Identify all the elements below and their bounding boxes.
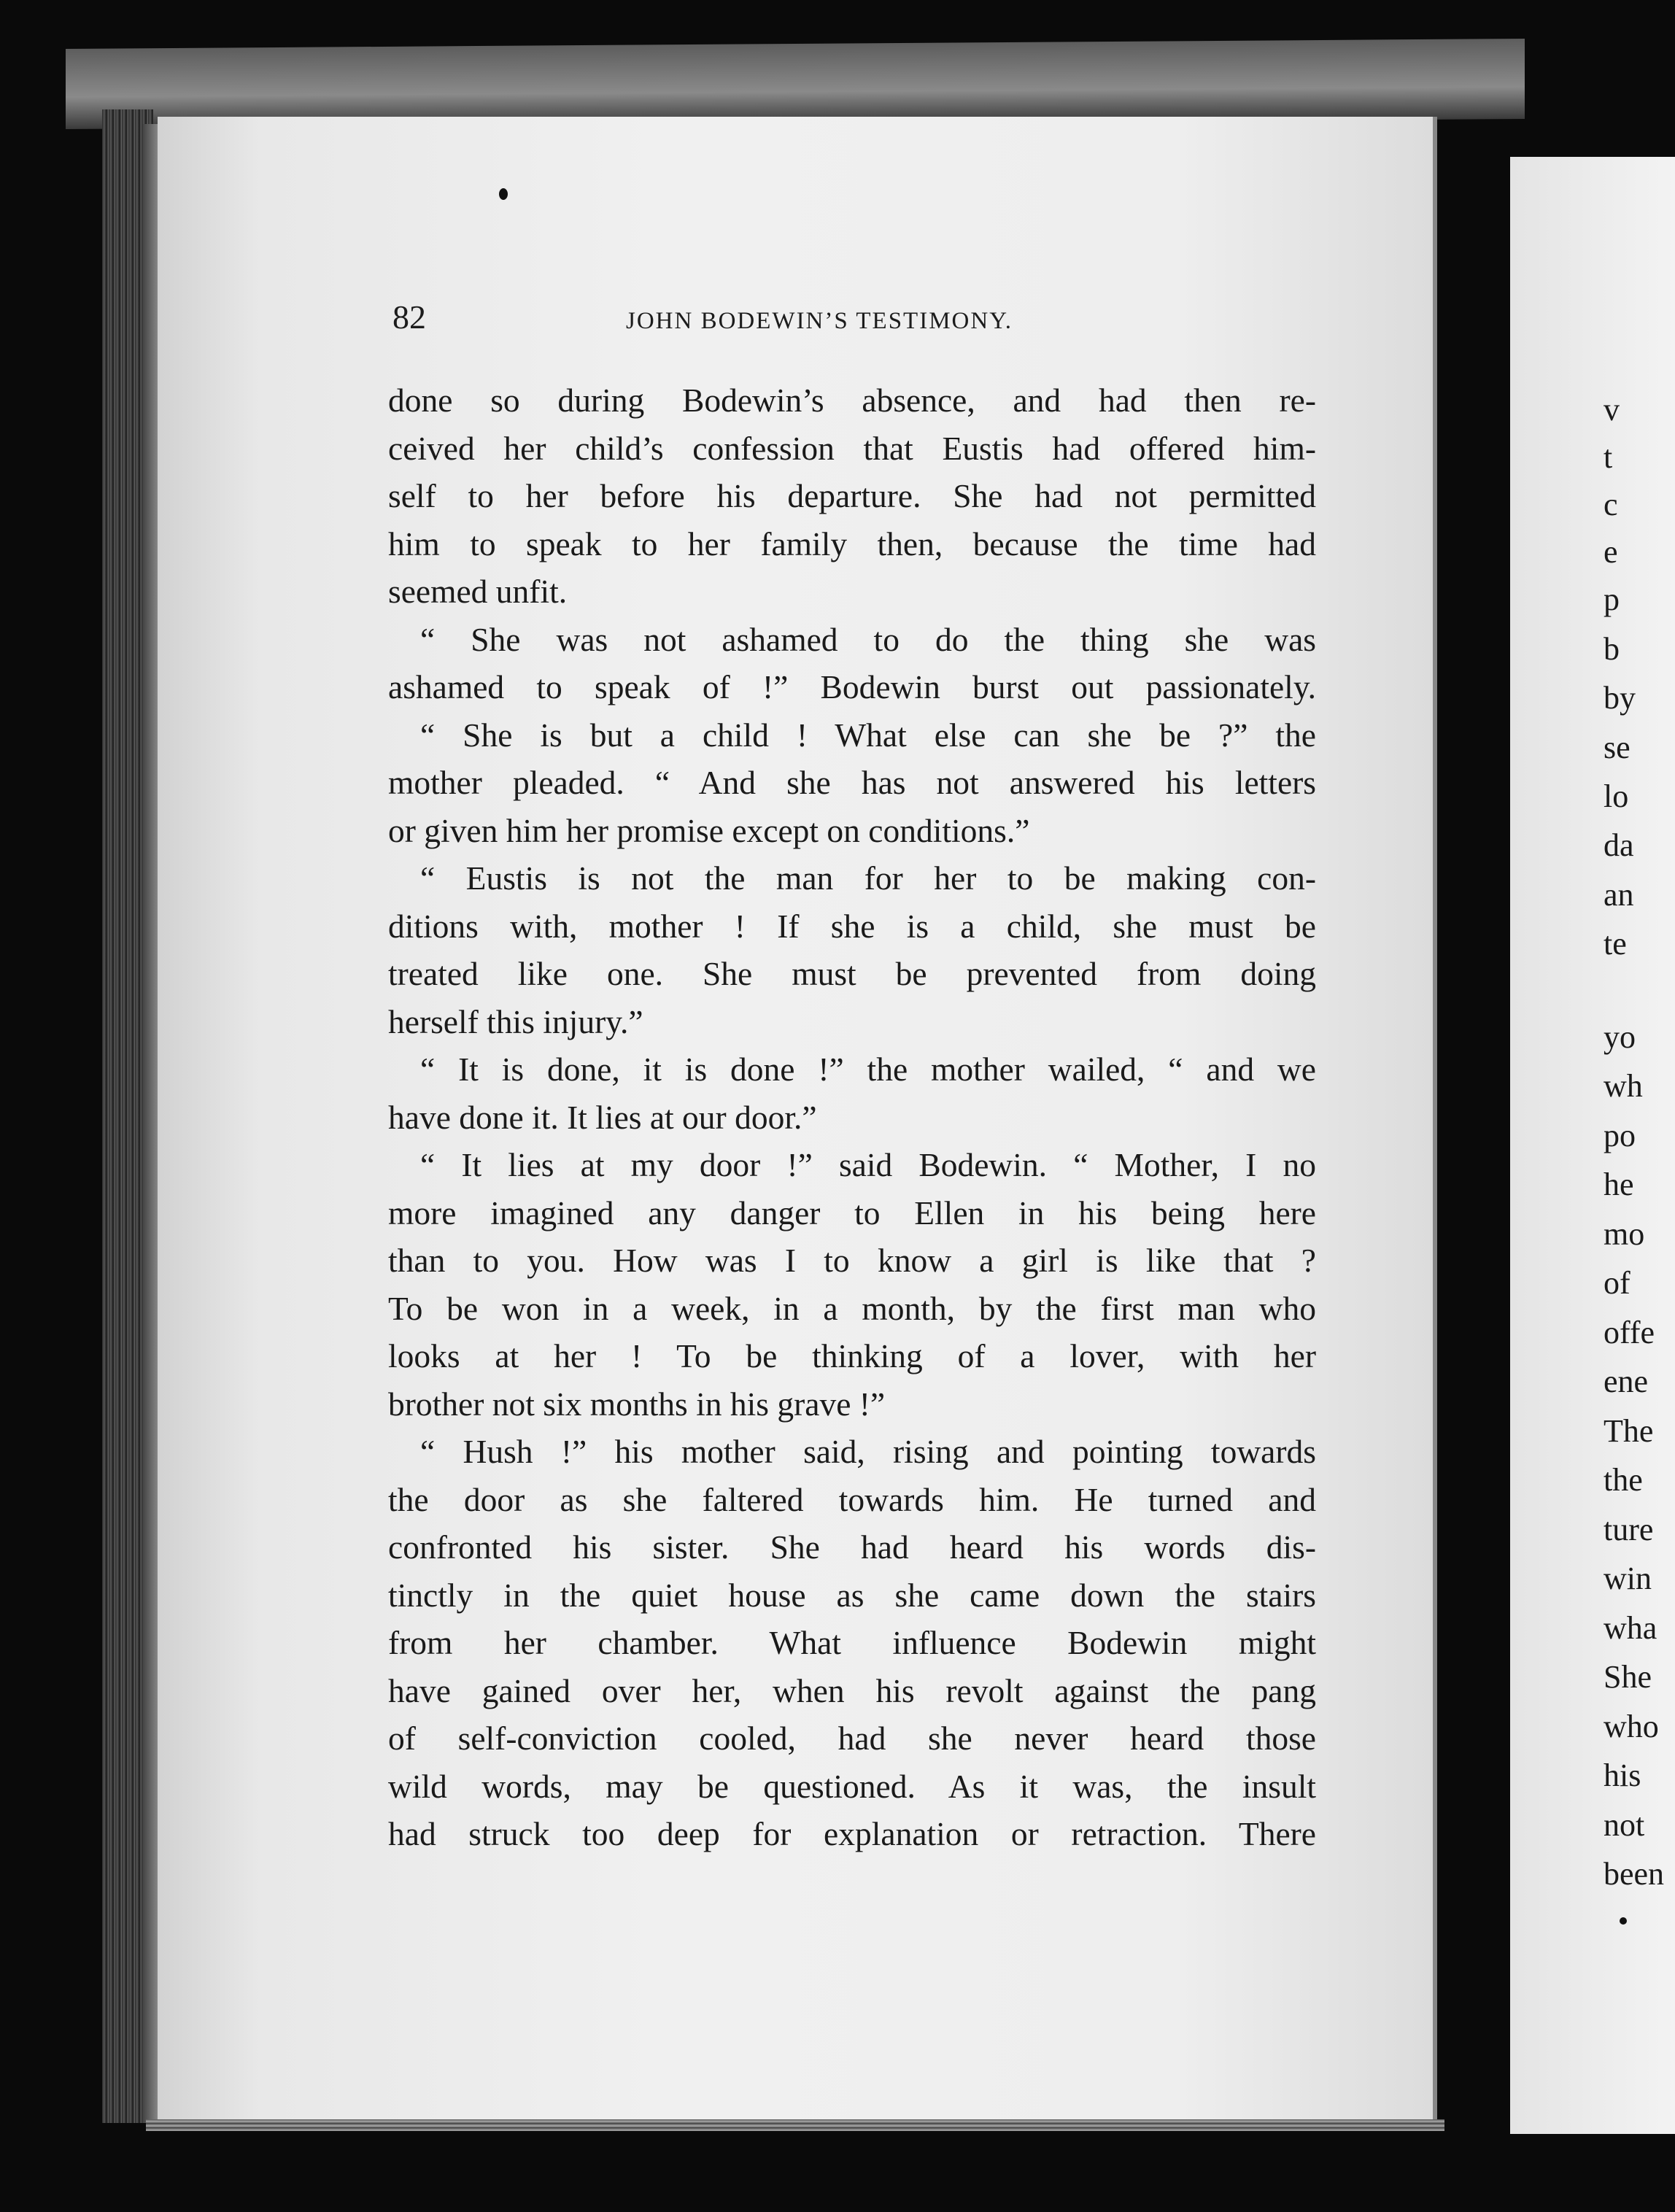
facing-page-fragment: not	[1604, 1807, 1645, 1843]
text-line: “ She is but a child ! What else can she be ?” the	[420, 716, 1316, 754]
facing-page-fragment: v	[1604, 392, 1620, 428]
facing-page-fragment: the	[1604, 1462, 1643, 1498]
facing-page-fragment: he	[1604, 1167, 1634, 1202]
facing-page-fragment: yo	[1604, 1019, 1636, 1055]
text-line: ashamed to speak of !” Bodewin burst out passionately.	[388, 668, 1316, 705]
text-line: herself this injury.”	[388, 1002, 643, 1040]
facing-page-fragment: mo	[1604, 1216, 1645, 1252]
text-line: looks at her ! To be thinking of a lover, with her	[388, 1337, 1316, 1374]
facing-page-fragment: se	[1604, 730, 1630, 765]
running-head: JOHN BODEWIN’S TESTIMONY.	[626, 308, 1013, 334]
facing-page-fragment: who	[1604, 1709, 1659, 1744]
text-line: done so during Bodewin’s absence, and had then re-	[388, 382, 1316, 419]
text-line: had struck too deep for explanation or retraction. There	[388, 1815, 1316, 1852]
text-line: from her chamber. What influence Bodewin might	[388, 1624, 1316, 1661]
facing-page-fragment: lo	[1604, 778, 1629, 814]
facing-page-fragment: of	[1604, 1265, 1630, 1301]
text-line: or given him her promise except on conditions.”	[388, 811, 1030, 849]
facing-page-fragment: te	[1604, 926, 1627, 962]
text-line: have gained over her, when his revolt against the pang	[388, 1671, 1316, 1709]
text-line: ditions with, mother ! If she is a child, she must be	[388, 907, 1316, 945]
facing-page-fragment: his	[1604, 1757, 1641, 1793]
facing-page-fragment: wha	[1604, 1610, 1657, 1646]
page-number: 82	[392, 298, 426, 336]
scan-top-band	[66, 39, 1525, 129]
facing-page-fragment: an	[1604, 877, 1634, 913]
facing-page-fragment: offe	[1604, 1315, 1655, 1350]
text-line: than to you. How was I to know a girl is like that ?	[388, 1242, 1316, 1279]
text-line: tinctly in the quiet house as she came down the stairs	[388, 1576, 1316, 1614]
text-line: more imagined any danger to Ellen in his being here	[388, 1194, 1316, 1231]
text-line: the door as she faltered towards him. He turned and	[388, 1480, 1316, 1518]
text-line: “ It lies at my door !” said Bodewin. “ Mother, I no	[420, 1146, 1316, 1183]
facing-page-fragment: wh	[1604, 1068, 1643, 1104]
text-line: treated like one. She must be prevented from doing	[388, 955, 1316, 992]
text-line: seemed unfit.	[388, 573, 568, 610]
page-bottom-edge	[146, 2119, 1444, 2131]
facing-page-fragment: po	[1604, 1118, 1636, 1153]
facing-page-fragment: da	[1604, 827, 1634, 863]
text-line: “ Eustis is not the man for her to be making con-	[420, 859, 1316, 897]
text-line: “ She was not ashamed to do the thing she was	[420, 620, 1316, 658]
facing-page-fragment: c	[1604, 487, 1618, 522]
text-line: have done it. It lies at our door.”	[388, 1098, 817, 1136]
scan-speck	[499, 188, 508, 200]
facing-page	[1510, 157, 1675, 2134]
facing-page-fragment: been	[1604, 1856, 1665, 1892]
facing-page-fragment: ture	[1604, 1512, 1654, 1547]
text-line: self to her before his departure. She had not permitted	[388, 477, 1316, 514]
text-line: him to speak to her family then, because the time had	[388, 525, 1316, 562]
text-line: wild words, may be questioned. As it was, the insult	[388, 1767, 1316, 1805]
text-line: brother not six months in his grave !”	[388, 1385, 886, 1423]
facing-page-fragment: win	[1604, 1561, 1652, 1596]
text-line: mother pleaded. “ And she has not answered his letters	[388, 764, 1316, 801]
text-line: “ It is done, it is done !” the mother wailed, “ and we	[420, 1051, 1316, 1088]
text-line: of self-conviction cooled, had she never heard those	[388, 1720, 1316, 1757]
facing-page-fragment: She	[1604, 1659, 1652, 1695]
scan-speck	[1620, 1917, 1627, 1925]
text-line: ceived her child’s confession that Eustis had offered him-	[388, 429, 1316, 467]
facing-page-fragment: ene	[1604, 1364, 1649, 1399]
facing-page-fragment: p	[1604, 581, 1620, 617]
text-line: “ Hush !” his mother said, rising and pointing towards	[420, 1433, 1316, 1470]
facing-page-fragment: t	[1604, 439, 1613, 475]
body-text	[388, 376, 1316, 1858]
facing-page-fragment: b	[1604, 631, 1620, 667]
facing-page-fragment: e	[1604, 534, 1618, 570]
page-header	[392, 298, 1315, 341]
text-line: To be won in a week, in a month, by the first man who	[388, 1289, 1316, 1327]
facing-page-fragment: by	[1604, 680, 1636, 716]
text-line: confronted his sister. She had heard his words dis-	[388, 1528, 1316, 1566]
facing-page-fragment: The	[1604, 1413, 1654, 1449]
